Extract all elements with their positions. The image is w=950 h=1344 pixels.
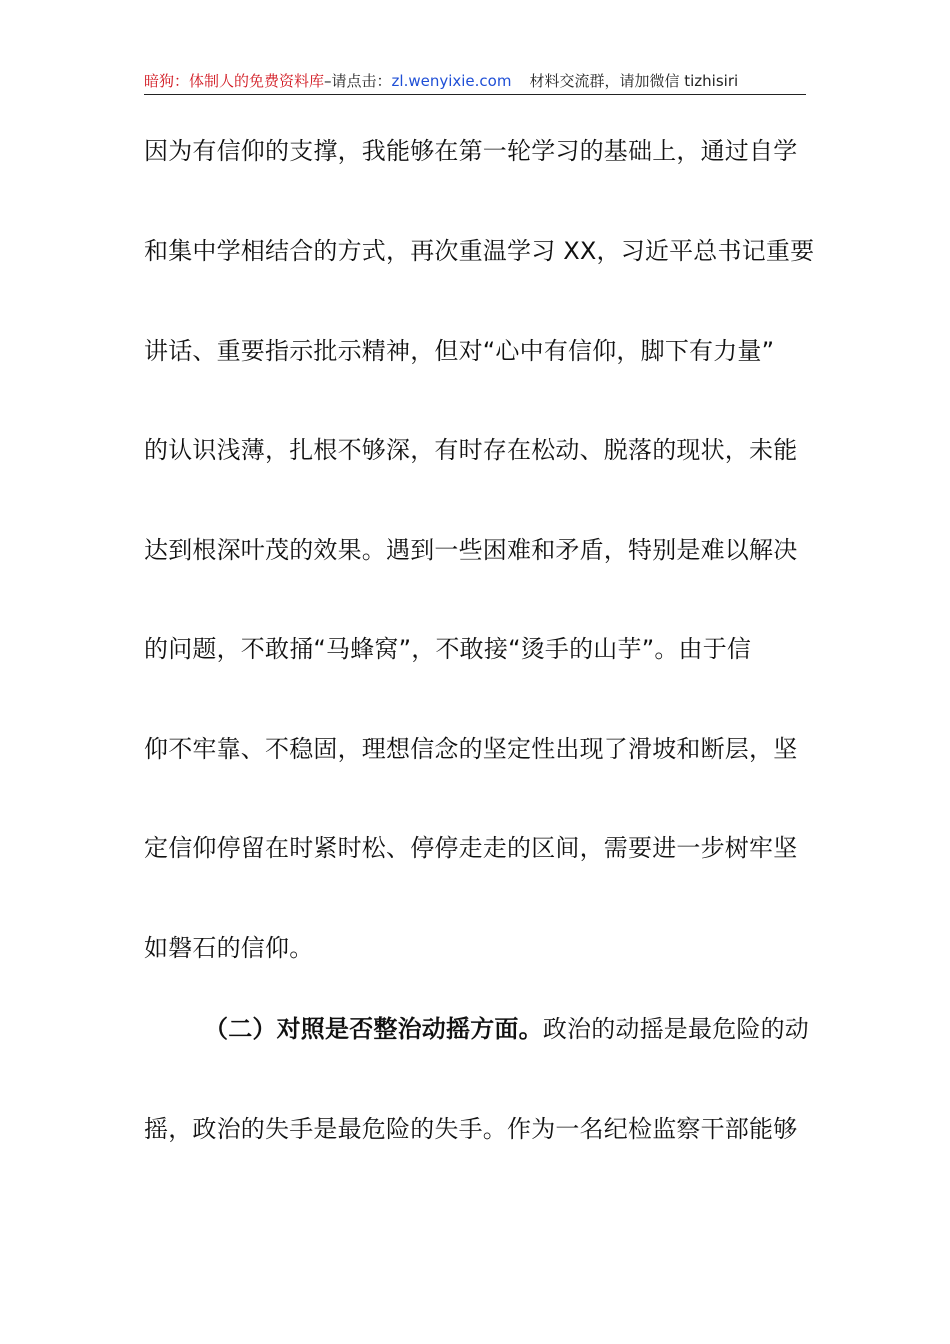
body-line: 如磐石的信仰。 (144, 934, 314, 962)
body-line: 摇，政治的失手是最危险的失手。作为一名纪检监察干部能够 (144, 1115, 798, 1143)
header-prompt: –请点击： (324, 72, 392, 90)
body-line: 定信仰停留在时紧时松、停停走走的区间，需要进一步树牢坚 (144, 834, 798, 862)
section-heading: （二）对照是否整治动摇方面。 (204, 1015, 543, 1043)
header-group-note: 材料交流群，请加微信 tizhisiri (529, 72, 739, 90)
body-line: 的认识浅薄，扎根不够深，有时存在松动、脱落的现状，未能 (144, 436, 798, 464)
body-line: 达到根深叶茂的效果。遇到一些困难和矛盾，特别是难以解决 (144, 536, 798, 564)
page-header (144, 70, 806, 95)
body-line: 的问题，不敢捅“马蜂窝”，不敢接“烫手的山芋”。由于信 (144, 635, 752, 663)
section-heading-rest: 政治的动摇是最危险的动 (542, 1015, 810, 1043)
body-line: 讲话、重要指示批示精神，但对“心中有信仰，脚下有力量” (144, 337, 775, 365)
header-brand: 暗狗：体制人的免费资料库 (144, 72, 325, 90)
header-link[interactable]: zl.wenyixie.com (391, 72, 512, 90)
body-line: 因为有信仰的支撑，我能够在第一轮学习的基础上，通过自学 (144, 137, 798, 165)
body-line: 仰不牢靠、不稳固，理想信念的坚定性出现了滑坡和断层，坚 (144, 735, 798, 763)
section-heading-line (204, 1014, 809, 1044)
body-line: 和集中学相结合的方式，再次重温学习 XX，习近平总书记重要 (144, 237, 815, 265)
